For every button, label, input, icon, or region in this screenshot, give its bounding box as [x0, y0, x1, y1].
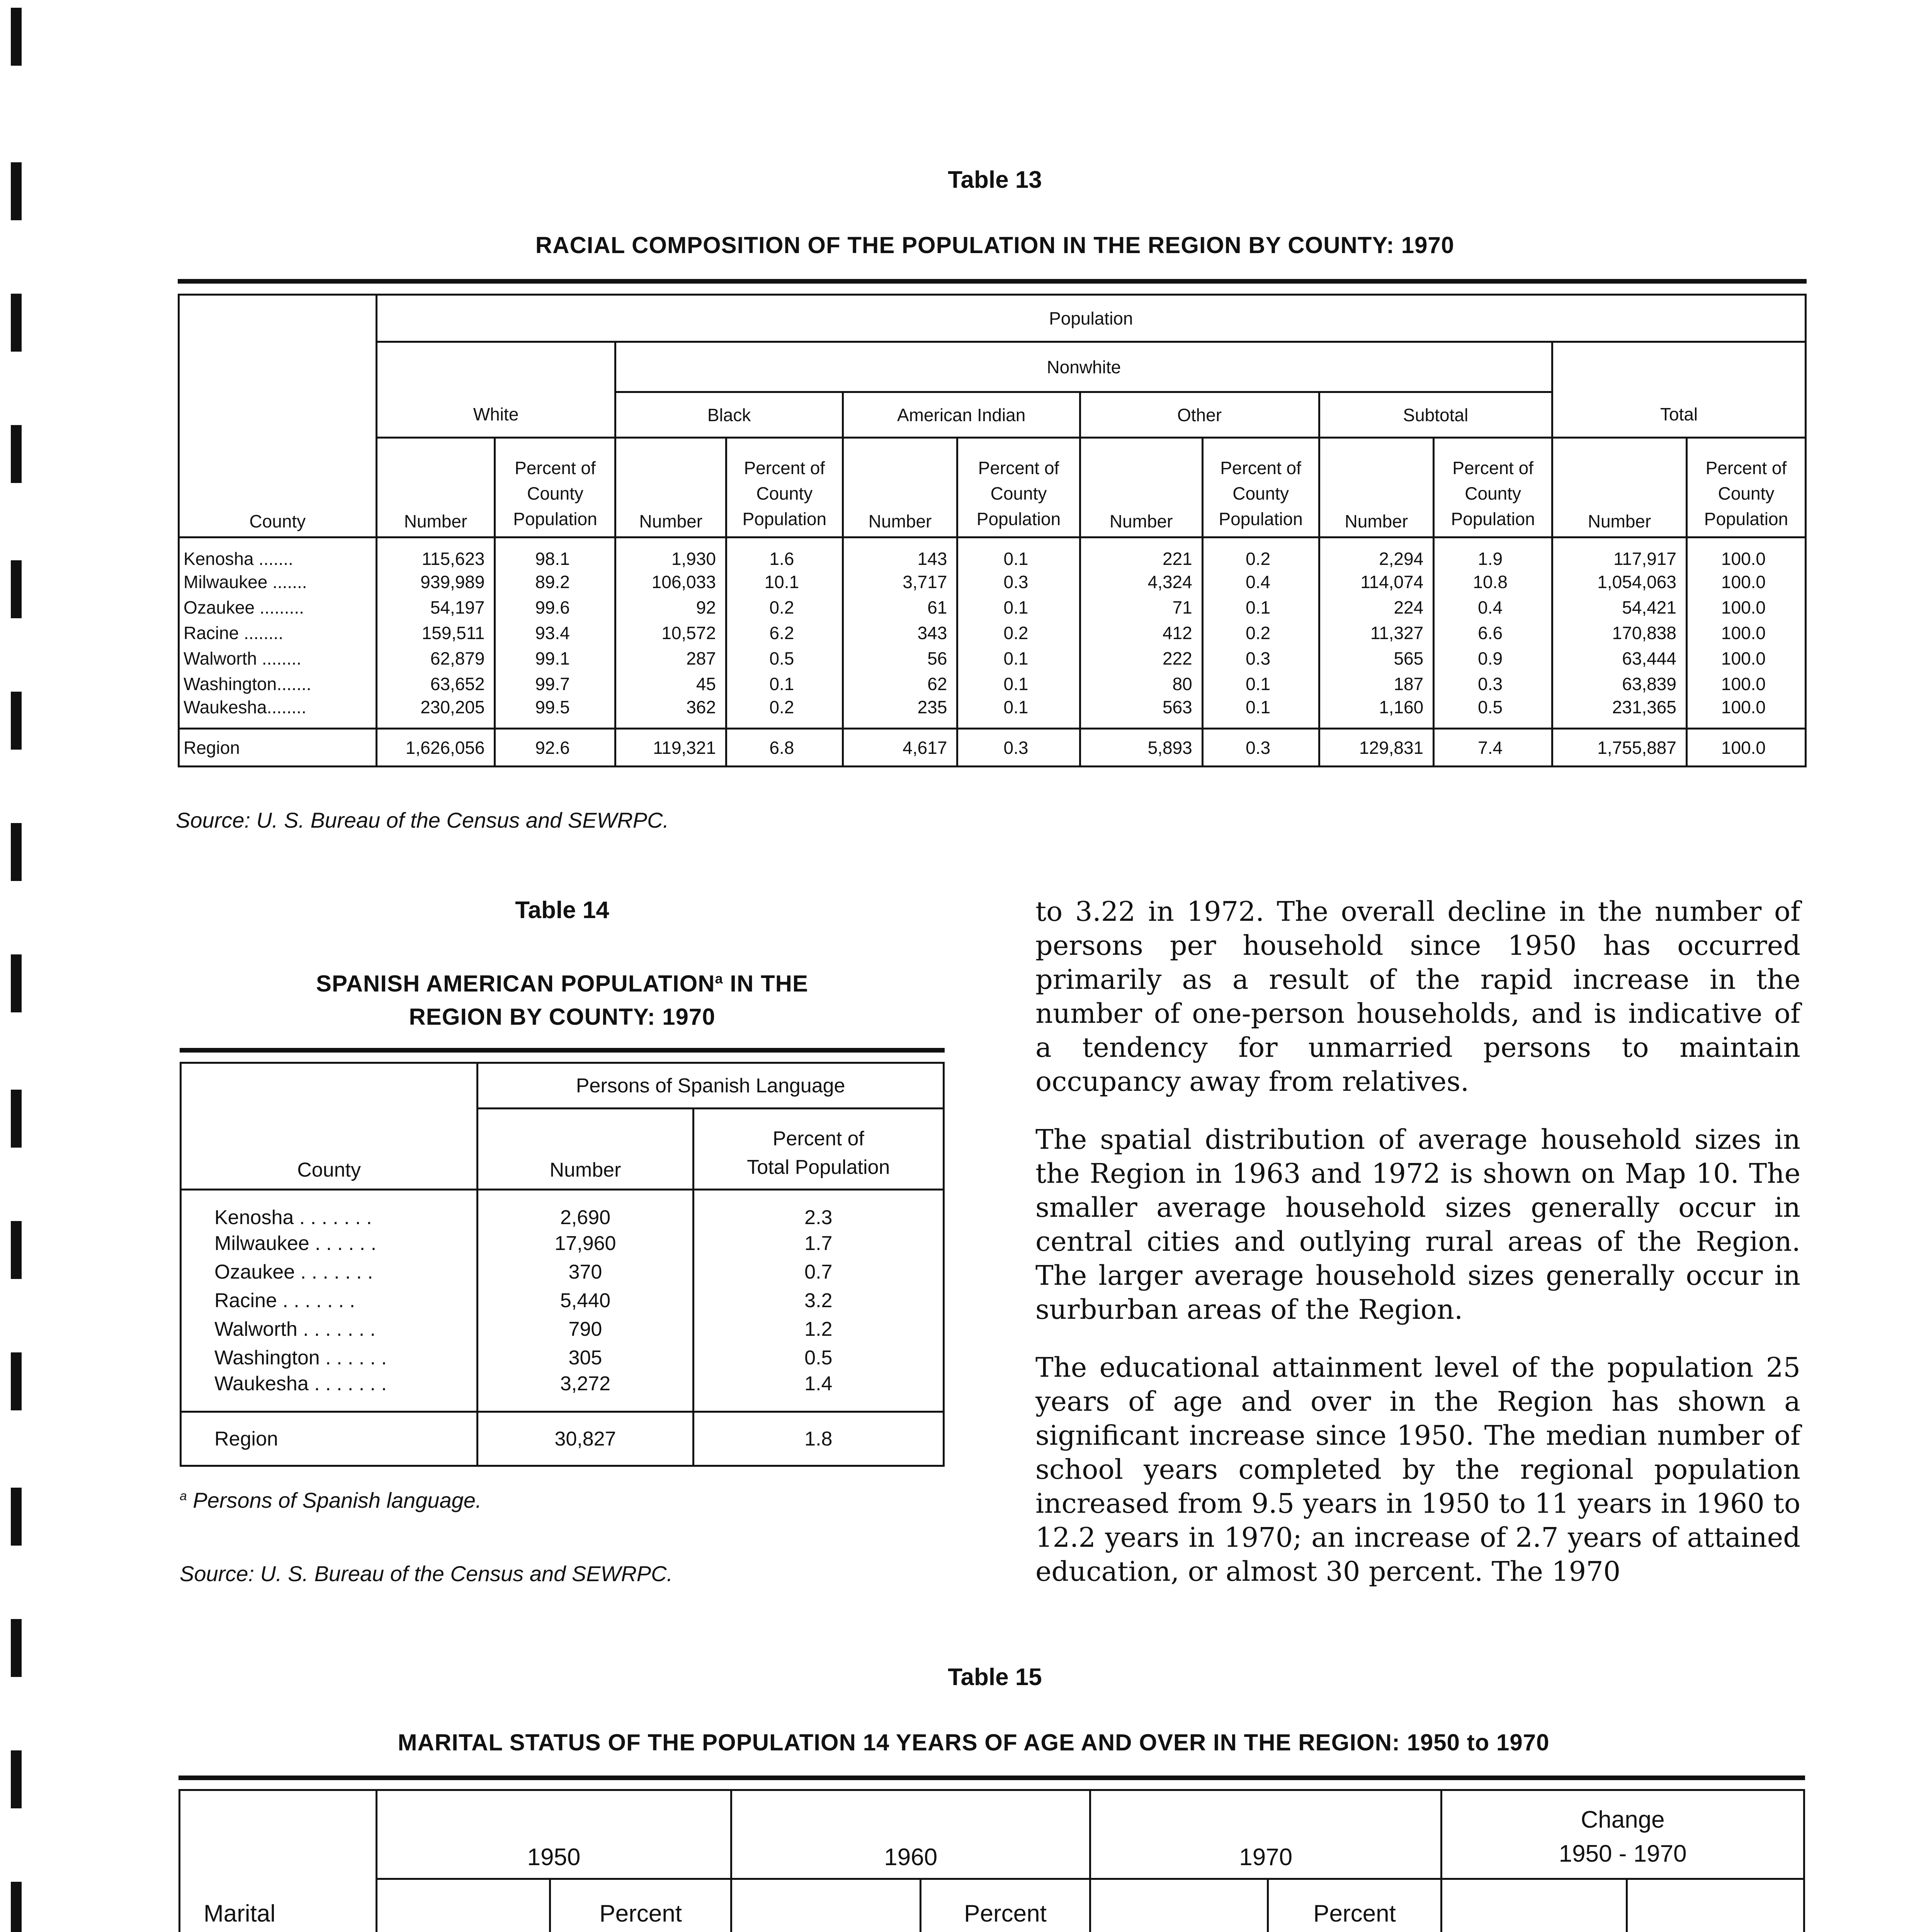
table13 [178, 294, 1807, 767]
cell: 99.1 [495, 646, 615, 671]
cell: 3.2 [693, 1286, 943, 1315]
cell: 63,652 [376, 671, 495, 697]
table14 [180, 1062, 945, 1467]
table13-title: RACIAL COMPOSITION OF THE POPULATION IN THE REGION BY COUNTY: 1970 [535, 232, 1455, 258]
cell: 99.7 [495, 671, 615, 697]
county-cell: Milwaukee . . . . . . [181, 1229, 478, 1258]
cell: 159,511 [376, 620, 495, 646]
cell: 187 [1319, 671, 1434, 697]
cell: 370 [478, 1258, 693, 1286]
cell: 0.3 [957, 729, 1080, 767]
cell: 5,440 [478, 1286, 693, 1315]
cell: 1,930 [615, 537, 726, 570]
cell: 0.4 [1202, 569, 1319, 595]
county-cell: Walworth ........ [179, 646, 377, 671]
cell: 362 [615, 697, 726, 729]
cell: 10.8 [1434, 569, 1552, 595]
cell: 287 [615, 646, 726, 671]
number-header [1090, 1879, 1268, 1932]
table13-source: Source: U. S. Bureau of the Census and SEWRPC. [176, 808, 669, 832]
number-header: Number [1552, 438, 1687, 537]
cell: 230,205 [376, 697, 495, 729]
county-cell: Ozaukee ......... [179, 595, 377, 620]
region-cell: Region [181, 1412, 478, 1466]
cell: 99.5 [495, 697, 615, 729]
cell: 2.3 [693, 1190, 943, 1230]
cell: 563 [1080, 697, 1202, 729]
percent-header: Percent of County Population [495, 438, 615, 537]
county-cell: Washington . . . . . . [181, 1344, 478, 1372]
cell: 0.5 [693, 1344, 943, 1372]
cell: 100.0 [1686, 671, 1805, 697]
county-cell: Racine . . . . . . . [181, 1286, 478, 1315]
cell: 0.2 [726, 595, 843, 620]
county-cell: Washington....... [179, 671, 377, 697]
cell: 1,160 [1319, 697, 1434, 729]
footnote-marker: a [180, 1489, 187, 1503]
number-header: Number [1080, 438, 1202, 537]
cell: 1.6 [726, 537, 843, 570]
black-header: Black [615, 392, 843, 438]
cell: 80 [1080, 671, 1202, 697]
cell: 412 [1080, 620, 1202, 646]
cell: 6.6 [1434, 620, 1552, 646]
table14-footnote [180, 1488, 481, 1513]
percent-header [693, 1109, 943, 1190]
change-header-line2: 1950 - 1970 [1559, 1840, 1687, 1867]
change-header [1442, 1790, 1804, 1879]
cell: 99.6 [495, 595, 615, 620]
body-paragraph-2: The spatial distribution of average household sizes in the Region in 1963 and 1972 is shown on Map 10. The smaller average household sizes generally occur in central cities and outlying rural areas of the Region. The larger average household sizes generally occur in surburban areas of the Region. [1035, 1124, 1800, 1325]
binder-mark [11, 1882, 22, 1932]
county-cell: Kenosha . . . . . . . [181, 1190, 478, 1230]
cell: 100.0 [1686, 646, 1805, 671]
cell: 100.0 [1686, 595, 1805, 620]
cell: 0.1 [1202, 697, 1319, 729]
cell: 7.4 [1434, 729, 1552, 767]
binder-mark [11, 692, 22, 750]
binder-mark [11, 8, 22, 66]
cell: 143 [843, 537, 957, 570]
cell: 1.4 [693, 1372, 943, 1412]
cell: 170,838 [1552, 620, 1687, 646]
cell: 0.4 [1434, 595, 1552, 620]
cell: 790 [478, 1315, 693, 1344]
percent-of-total-header [1268, 1879, 1441, 1932]
year-1950-header: 1950 [376, 1790, 731, 1879]
cell: 119,321 [615, 729, 726, 767]
year-1960-header: 1960 [731, 1790, 1090, 1879]
cell: 6.2 [726, 620, 843, 646]
percent-header: Percent of County Population [1434, 438, 1552, 537]
footnote-marker: a [715, 971, 723, 986]
county-cell: Kenosha ....... [179, 537, 377, 570]
cell: 0.2 [1202, 537, 1319, 570]
percent-header-line1: Percent [964, 1900, 1047, 1927]
cell: 92.6 [495, 729, 615, 767]
cell: 305 [478, 1344, 693, 1372]
cell: 0.3 [1202, 729, 1319, 767]
subtotal-header: Subtotal [1319, 392, 1552, 438]
binder-mark [11, 425, 22, 483]
year-1970-header: 1970 [1090, 1790, 1442, 1879]
cell: 0.5 [726, 646, 843, 671]
county-cell: Waukesha . . . . . . . [181, 1372, 478, 1412]
total-header: Total [1552, 392, 1806, 438]
table14-source: Source: U. S. Bureau of the Census and SEWRPC. [180, 1561, 673, 1586]
table13-top-rule [178, 279, 1807, 284]
population-header: Population [376, 295, 1805, 342]
table14-title-line1-end: IN THE [723, 971, 808, 997]
table14-title-line1: SPANISH AMERICAN POPULATION [316, 971, 715, 997]
table13-number: Table 13 [948, 167, 1042, 193]
percent-of-total-header [920, 1879, 1090, 1932]
percent-header-line1: Percent [1313, 1900, 1396, 1927]
number-header [731, 1879, 920, 1932]
other-header: Other [1080, 392, 1319, 438]
binder-mark [11, 1221, 22, 1279]
county-cell: Waukesha........ [179, 697, 377, 729]
cell: 106,033 [615, 569, 726, 595]
cell: 100.0 [1686, 620, 1805, 646]
absolute-header [1442, 1879, 1627, 1932]
table15-number: Table 15 [948, 1664, 1042, 1690]
cell: 17,960 [478, 1229, 693, 1258]
county-cell: Racine ........ [179, 620, 377, 646]
cell: 222 [1080, 646, 1202, 671]
region-cell: Region [179, 729, 377, 767]
cell: 1.9 [1434, 537, 1552, 570]
cell: 235 [843, 697, 957, 729]
cell: 1.7 [693, 1229, 943, 1258]
cell: 63,444 [1552, 646, 1687, 671]
cell: 939,989 [376, 569, 495, 595]
cell: 4,324 [1080, 569, 1202, 595]
cell: 0.1 [957, 697, 1080, 729]
cell: 1,626,056 [376, 729, 495, 767]
percent-header: Percent of County Population [726, 438, 843, 537]
cell: 54,421 [1552, 595, 1687, 620]
cell: 0.1 [957, 537, 1080, 570]
cell: 0.1 [957, 671, 1080, 697]
change-header-line1: Change [1581, 1806, 1665, 1833]
cell: 10.1 [726, 569, 843, 595]
cell: 30,827 [478, 1412, 693, 1466]
cell: 10,572 [615, 620, 726, 646]
cell: 56 [843, 646, 957, 671]
number-header: Number [843, 438, 957, 537]
cell: 11,327 [1319, 620, 1434, 646]
binder-mark [11, 1750, 22, 1808]
table14-title-line2: REGION BY COUNTY: 1970 [409, 1004, 716, 1030]
cell: 100.0 [1686, 537, 1805, 570]
cell: 54,197 [376, 595, 495, 620]
cell: 45 [615, 671, 726, 697]
cell: 3,272 [478, 1372, 693, 1412]
table14-title [180, 962, 945, 1034]
cell: 0.7 [693, 1258, 943, 1286]
cell: 221 [1080, 537, 1202, 570]
percent-header: Percent of County Population [957, 438, 1080, 537]
cell: 62,879 [376, 646, 495, 671]
number-header: Number [376, 438, 495, 537]
cell: 3,717 [843, 569, 957, 595]
cell: 224 [1319, 595, 1434, 620]
cell: 0.3 [1202, 646, 1319, 671]
american-indian-header: American Indian [843, 392, 1080, 438]
cell: 0.2 [957, 620, 1080, 646]
marital-status-header [180, 1790, 377, 1932]
white-header: White [376, 392, 615, 438]
binder-mark [11, 1090, 22, 1148]
cell: 62 [843, 671, 957, 697]
cell: 0.1 [726, 671, 843, 697]
binder-mark [11, 823, 22, 881]
percent-header: Percent of County Population [1202, 438, 1319, 537]
county-header: County [181, 1063, 478, 1190]
body-paragraph-3: The educational attainment level of the population 25 years of age and over in the Region has shown a significant increase since 1950. The median number of school years completed by the regional population increased from 9.5 years in 1950 to 11 years in 1960 to 12.2 years in 1970; an increase of 2.7 years of attained education, or almost 30 percent. The 1970 [1035, 1352, 1800, 1587]
cell: 100.0 [1686, 569, 1805, 595]
binder-mark [11, 1488, 22, 1546]
cell: 114,074 [1319, 569, 1434, 595]
table14-top-rule [180, 1048, 945, 1053]
table15-title: MARITAL STATUS OF THE POPULATION 14 YEARS OF AGE AND OVER IN THE REGION: 1950 to 1970 [398, 1730, 1550, 1755]
cell: 61 [843, 595, 957, 620]
cell: 0.1 [1202, 595, 1319, 620]
cell: 1,054,063 [1552, 569, 1687, 595]
cell: 100.0 [1686, 697, 1805, 729]
percent-header-line2: Total Population [747, 1156, 890, 1179]
cell: 63,839 [1552, 671, 1687, 697]
cell: 129,831 [1319, 729, 1434, 767]
county-header: County [179, 295, 377, 537]
cell: 1.2 [693, 1315, 943, 1344]
cell: 0.2 [1202, 620, 1319, 646]
cell: 0.1 [957, 595, 1080, 620]
cell: 231,365 [1552, 697, 1687, 729]
table14-number: Table 14 [515, 897, 609, 923]
binder-mark [11, 294, 22, 352]
marital-status-header-line1: Marital [204, 1900, 276, 1927]
county-cell: Milwaukee ....... [179, 569, 377, 595]
cell: 0.2 [726, 697, 843, 729]
cell: 6.8 [726, 729, 843, 767]
table15 [178, 1789, 1805, 1932]
percent-of-total-header [550, 1879, 731, 1932]
cell: 117,917 [1552, 537, 1687, 570]
cell: 71 [1080, 595, 1202, 620]
cell: 0.1 [1202, 671, 1319, 697]
table15-top-rule [178, 1776, 1805, 1780]
cell: 4,617 [843, 729, 957, 767]
cell: 100.0 [1686, 729, 1805, 767]
cell: 93.4 [495, 620, 615, 646]
cell: 92 [615, 595, 726, 620]
cell: 89.2 [495, 569, 615, 595]
number-header [376, 1879, 550, 1932]
number-header: Number [1319, 438, 1434, 537]
cell: 98.1 [495, 537, 615, 570]
county-cell: Ozaukee . . . . . . . [181, 1258, 478, 1286]
cell: 0.9 [1434, 646, 1552, 671]
cell: 0.3 [957, 569, 1080, 595]
binder-mark [11, 1352, 22, 1410]
binder-mark [11, 560, 22, 618]
cell: 1,755,887 [1552, 729, 1687, 767]
county-cell: Walworth . . . . . . . [181, 1315, 478, 1344]
cell: 0.5 [1434, 697, 1552, 729]
cell: 565 [1319, 646, 1434, 671]
cell: 343 [843, 620, 957, 646]
footnote-text: Persons of Spanish language. [187, 1488, 482, 1512]
number-header: Number [615, 438, 726, 537]
nonwhite-header: Nonwhite [615, 342, 1552, 392]
percent-header-line1: Percent of [772, 1128, 864, 1150]
cell: 2,690 [478, 1190, 693, 1230]
cell: 0.3 [1434, 671, 1552, 697]
number-header: Number [478, 1109, 693, 1190]
binder-mark [11, 954, 22, 1012]
cell: 2,294 [1319, 537, 1434, 570]
cell: 5,893 [1080, 729, 1202, 767]
percent-header: Percent of County Population [1686, 438, 1805, 537]
cell: 115,623 [376, 537, 495, 570]
cell: 1.8 [693, 1412, 943, 1466]
body-paragraph-1: to 3.22 in 1972. The overall decline in the number of persons per household since 1950 has occurred primarily as a result of the rapid increase in the number of one-person households, and is indicative of a tendency for unmarried persons to maintain occupancy away from relatives. [1035, 896, 1800, 1097]
spanish-language-header: Persons of Spanish Language [478, 1063, 944, 1109]
cell: 0.1 [957, 646, 1080, 671]
percent-header-line1: Percent [599, 1900, 682, 1927]
percent-header [1627, 1879, 1804, 1932]
